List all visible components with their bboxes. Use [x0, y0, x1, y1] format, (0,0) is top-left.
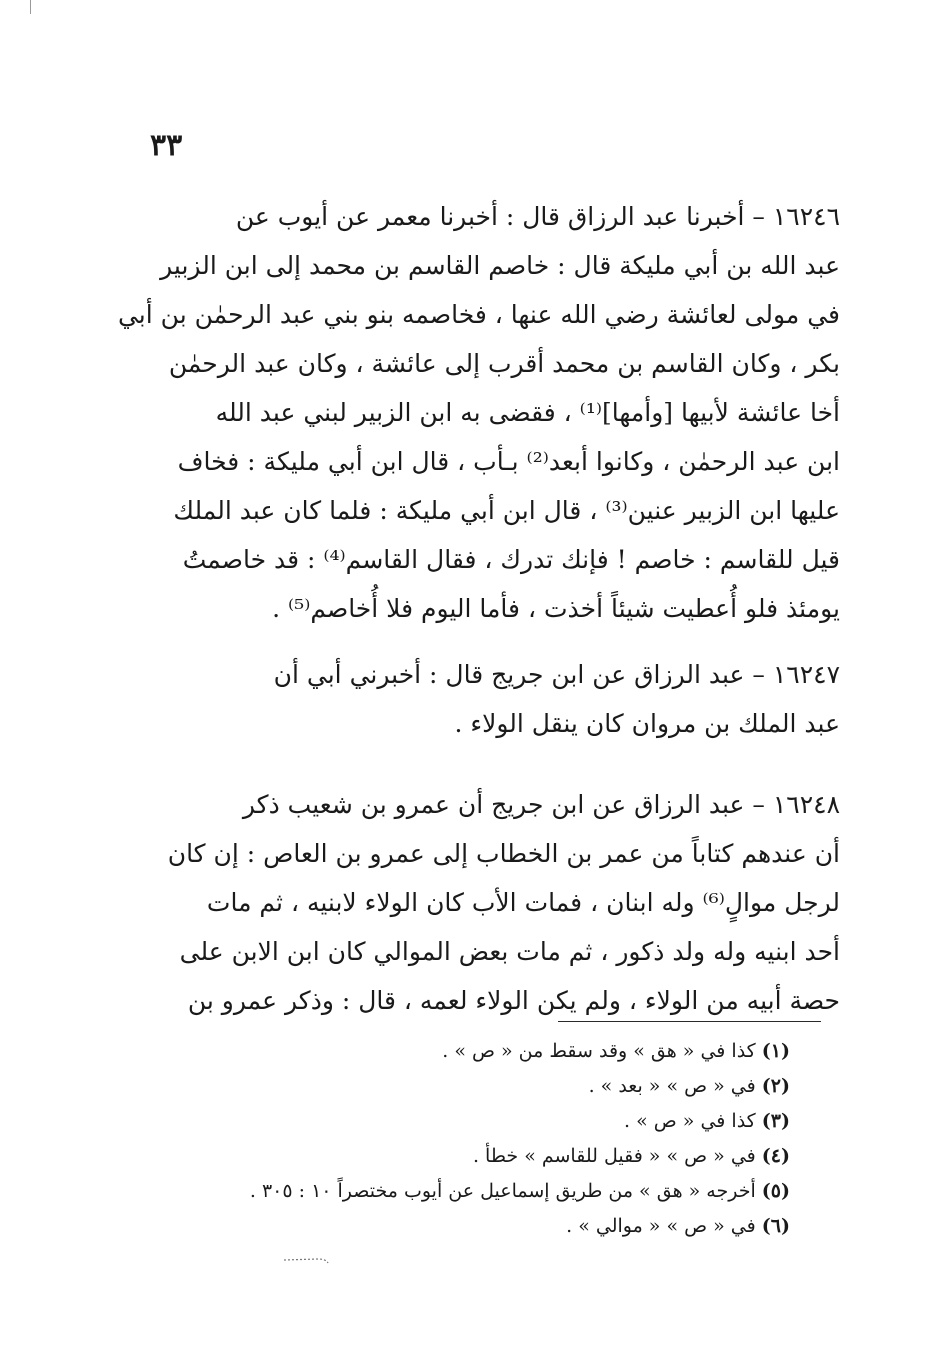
footnote-6: [150, 1209, 790, 1244]
footnote-number: (٤): [761, 1145, 790, 1167]
footnote-5: [150, 1174, 790, 1209]
footnote-divider: [558, 1021, 821, 1022]
text-line: ١٦٢٤٧ – عبد الرزاق عن ابن جريج قال : أخبرني أبي أن: [273, 660, 840, 689]
scan-edge-mark: [30, 0, 31, 14]
text-line: يومئذ فلو أُعطيت شيئاً أخذت ، فأما اليوم فلا أُخاصم⁽⁵⁾ .: [272, 594, 840, 623]
footnote-number: (٦): [761, 1215, 790, 1237]
hadith-entry-16246: [117, 192, 840, 633]
text-line: عبد الله بن أبي مليكة قال : خاصم القاسم بن محمد إلى ابن الزبير: [160, 251, 840, 280]
footnote-3: [150, 1104, 790, 1139]
text-line: أحد ابنيه وله ولد ذكور ، ثم مات بعض الموالي كان ابن الابن على: [179, 937, 840, 966]
text-line: أخا عائشة لأبيها [وأمها]⁽¹⁾ ، فقضى به ابن الزبير لبني عبد الله: [215, 398, 840, 427]
text-line: عبد الملك بن مروان كان ينقل الولاء .: [454, 709, 840, 738]
footnote-1: [150, 1034, 790, 1069]
footnote-number: (١): [761, 1040, 790, 1062]
footnote-text: كذا في « ص » .: [624, 1110, 756, 1132]
scan-mark: [282, 1256, 330, 1264]
text-line: قيل للقاسم : خاصم ! فإنك تدرك ، فقال القاسم⁽⁴⁾ : قد خاصمتُ: [182, 545, 840, 574]
page-number: ٣٣: [150, 128, 183, 163]
footnote-text: أخرجه « هق » من طريق إسماعيل عن أيوب مختصراً ١٠ : ٣٠٥ .: [249, 1180, 756, 1202]
text-line: في مولى لعائشة رضي الله عنها ، فخاصمه بنو بني عبد الرحمٰن بن أبي: [117, 300, 840, 329]
footnote-text: في « ص » « فقيل للقاسم » خطأ .: [472, 1145, 756, 1167]
footnote-4: [150, 1139, 790, 1174]
text-line: ١٦٢٤٨ – عبد الرزاق عن ابن جريج أن عمرو بن شعيب ذكر: [242, 790, 840, 819]
text-line: لرجل موالٍ⁽⁶⁾ وله ابنان ، فمات الأب كان الولاء لابنيه ، ثم مات: [206, 888, 840, 917]
footnote-number: (٢): [761, 1075, 790, 1097]
footnote-text: كذا في « هق » وقد سقط من « ص » .: [442, 1040, 756, 1062]
footnote-number: (٣): [761, 1110, 790, 1132]
text-line: بكر ، وكان القاسم بن محمد أقرب إلى عائشة ، وكان عبد الرحمٰن: [168, 349, 840, 378]
footnotes: [150, 1034, 790, 1244]
footnote-text: في « ص » « بعد » .: [588, 1075, 756, 1097]
hadith-entry-16248: [150, 780, 840, 1025]
text-line: ١٦٢٤٦ – أخبرنا عبد الرزاق قال : أخبرنا معمر عن أيوب عن: [235, 202, 840, 231]
footnote-text: في « ص » « موالي » .: [566, 1215, 756, 1237]
text-line: عليها ابن الزبير عنين⁽³⁾ ، قال ابن أبي مليكة : فلما كان عبد الملك: [173, 496, 840, 525]
text-line: ابن عبد الرحمٰن ، وكانوا أبعد⁽²⁾ بـأب ، قال ابن أبي مليكة : فخاف: [177, 447, 840, 476]
hadith-entry-16247: [150, 650, 840, 748]
footnote-number: (٥): [761, 1180, 790, 1202]
text-line: أن عندهم كتاباً من عمر بن الخطاب إلى عمرو بن العاص : إن كان: [167, 839, 840, 868]
footnote-2: [150, 1069, 790, 1104]
text-line: حصة أبيه من الولاء ، ولم يكن الولاء لعمه ، قال : وذكر عمرو بن: [187, 986, 840, 1015]
